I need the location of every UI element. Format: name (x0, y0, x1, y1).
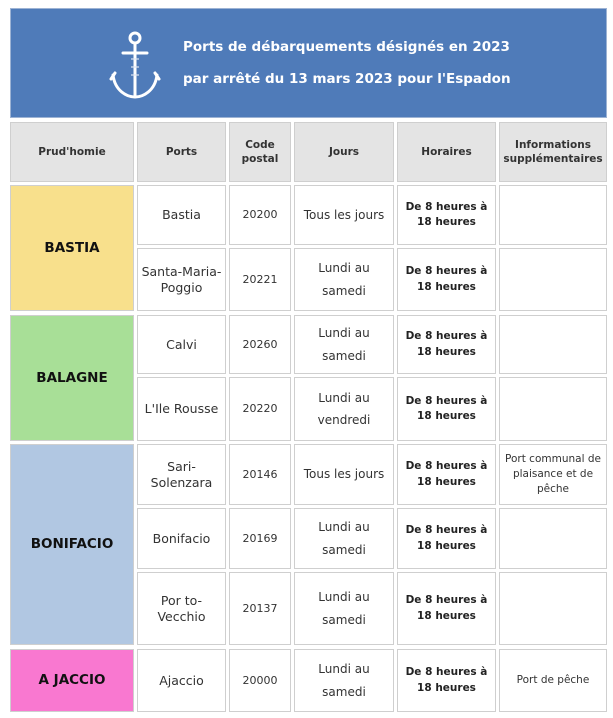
horaires: De 8 heures à 18 heures (397, 315, 496, 374)
informations: Port communal de plaisance et de pêche (499, 444, 607, 505)
jours: Tous les jours (294, 444, 394, 505)
jours: Lundi au samedi (294, 315, 394, 374)
horaires: De 8 heures à 18 heures (397, 572, 496, 645)
code-postal: 20200 (229, 185, 291, 245)
informations (499, 508, 607, 569)
port-name: L'Ile Rousse (137, 377, 226, 441)
group-ajaccio: A JACCIO (10, 649, 134, 712)
informations (499, 572, 607, 645)
informations (499, 377, 607, 441)
header-horaires: Horaires (397, 122, 496, 182)
informations (499, 185, 607, 245)
group-balagne: BALAGNE (10, 315, 134, 441)
jours: Lundi au samedi (294, 649, 394, 712)
header-informations: Informations supplémentaires (499, 122, 607, 182)
horaires: De 8 heures à 18 heures (397, 444, 496, 505)
title-line-2: par arrêté du 13 mars 2023 pour l'Espadon (183, 71, 511, 87)
code-postal: 20221 (229, 248, 291, 311)
code-postal: 20260 (229, 315, 291, 374)
port-name: Sari-Solenzara (137, 444, 226, 505)
jours: Lundi au samedi (294, 508, 394, 569)
anchor-icon (109, 31, 161, 103)
horaires: De 8 heures à 18 heures (397, 185, 496, 245)
code-postal: 20137 (229, 572, 291, 645)
header-ports: Ports (137, 122, 226, 182)
jours: Lundi au vendredi (294, 377, 394, 441)
group-bonifacio: BONIFACIO (10, 444, 134, 645)
port-name: Bastia (137, 185, 226, 245)
port-name: Santa-Maria-Poggio (137, 248, 226, 311)
informations (499, 248, 607, 311)
title-line-1: Ports de débarquements désignés en 2023 (183, 39, 510, 55)
horaires: De 8 heures à 18 heures (397, 508, 496, 569)
group-bastia: BASTIA (10, 185, 134, 311)
header-code-postal: Code postal (229, 122, 291, 182)
title-banner (10, 8, 607, 118)
page-title (183, 31, 511, 95)
port-name: Bonifacio (137, 508, 226, 569)
port-name: Ajaccio (137, 649, 226, 712)
informations (499, 315, 607, 374)
horaires: De 8 heures à 18 heures (397, 649, 496, 712)
horaires: De 8 heures à 18 heures (397, 377, 496, 441)
jours: Lundi au samedi (294, 572, 394, 645)
code-postal: 20169 (229, 508, 291, 569)
jours: Lundi au samedi (294, 248, 394, 311)
jours: Tous les jours (294, 185, 394, 245)
header-prudhomie: Prud'homie (10, 122, 134, 182)
port-name: Calvi (137, 315, 226, 374)
horaires: De 8 heures à 18 heures (397, 248, 496, 311)
code-postal: 20146 (229, 444, 291, 505)
header-jours: Jours (294, 122, 394, 182)
code-postal: 20000 (229, 649, 291, 712)
code-postal: 20220 (229, 377, 291, 441)
informations: Port de pêche (499, 649, 607, 712)
port-name: Por to-Vecchio (137, 572, 226, 645)
